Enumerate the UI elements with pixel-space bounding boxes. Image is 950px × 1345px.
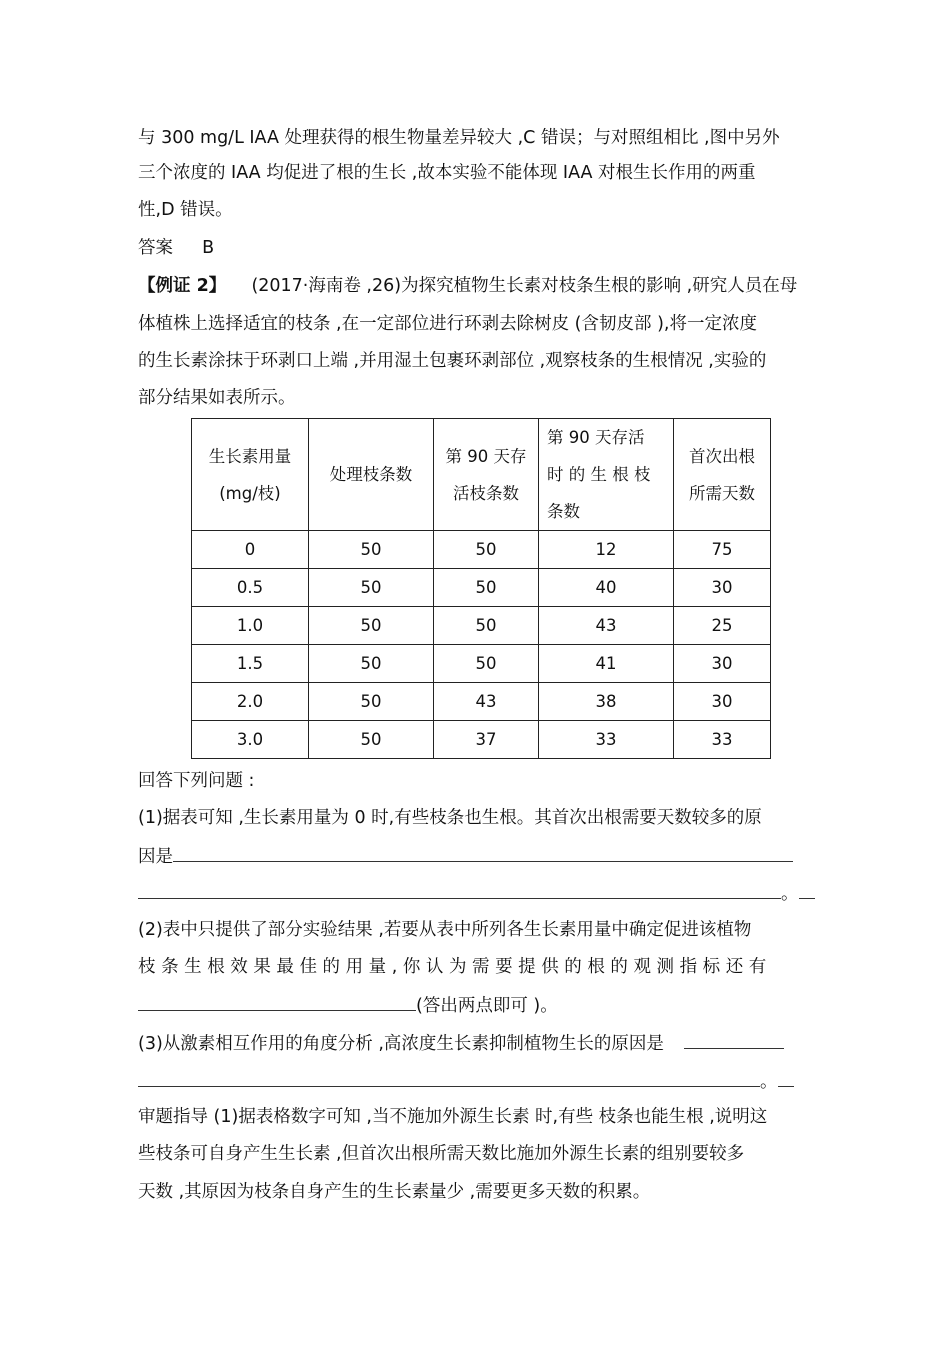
q2-suffix: (答出两点即可 )。 (416, 996, 558, 1016)
explanation-line-2: 三个浓度的 IAA 均促进了根的生长 ,故本实验不能体现 IAA 对根生长作用的两重 (138, 163, 756, 183)
q3-end: 。 (760, 1072, 778, 1092)
q3-answer-blank-2[interactable] (138, 1068, 760, 1087)
example-line-4: 部分结果如表所示。 (138, 388, 296, 408)
cell-dosage: 0 (192, 531, 309, 569)
q3-line-1 (138, 1030, 784, 1056)
q1-line-1: (1)据表可知 ,生长素用量为 0 时,有些枝条也生根。其首次出根需要天数较多的原 (138, 808, 762, 828)
cell-days: 30 (674, 645, 771, 683)
cell-treated: 50 (309, 683, 434, 721)
table-row (192, 607, 771, 645)
cell-survival: 50 (434, 569, 539, 607)
q1-end: 。 (781, 884, 799, 904)
example-tag: 【例证 2】 (138, 276, 227, 296)
questions-intro: 回答下列问题 : (138, 771, 255, 791)
table-row (192, 531, 771, 569)
cell-rooting: 43 (539, 607, 674, 645)
q1-answer-blank-1[interactable] (173, 843, 793, 862)
example-line-1 (138, 274, 797, 298)
answer-label: 答案 (138, 238, 173, 258)
cell-days: 30 (674, 683, 771, 721)
cell-rooting: 41 (539, 645, 674, 683)
cell-rooting: 12 (539, 531, 674, 569)
cell-survival: 50 (434, 531, 539, 569)
cell-treated: 50 (309, 607, 434, 645)
header-day90-survival: 第 90 天存 活枝条数 (434, 419, 539, 531)
q1-line-3 (138, 880, 815, 906)
guide-line-2: 些枝条可自身产生生长素 ,但首次出根所需天数比施加外源生长素的组别要较多 (138, 1144, 745, 1164)
q2-line-2: 枝 条 生 根 效 果 最 佳 的 用 量 , 你 认 为 需 要 提 供 的 根 的 观 测 指 标 还 有 (138, 957, 767, 977)
cell-survival: 43 (434, 683, 539, 721)
q2-line-1: (2)表中只提供了部分实验结果 ,若要从表中所列各生长素用量中确定促进该植物 (138, 920, 752, 940)
q2-answer-blank[interactable] (138, 992, 416, 1011)
example-line-3: 的生长素涂抹于环剥口上端 ,并用湿土包裹环剥部位 ,观察枝条的生根情况 ,实验的 (138, 351, 767, 371)
cell-rooting: 40 (539, 569, 674, 607)
answer-line (138, 236, 214, 260)
guide-line-1: 审题指导 (1)据表格数字可知 ,当不施加外源生长素 时,有些 枝条也能生根 ,说明这 (138, 1107, 768, 1127)
cell-rooting: 38 (539, 683, 674, 721)
table-row (192, 683, 771, 721)
header-treated-count: 处理枝条数 (309, 419, 434, 531)
q3-text: (3)从激素相互作用的角度分析 ,高浓度生长素抑制植物生长的原因是 (138, 1034, 664, 1054)
cell-dosage: 0.5 (192, 569, 309, 607)
q1-line-2 (138, 843, 793, 869)
table-header-row (192, 419, 771, 531)
table-row (192, 721, 771, 759)
cell-survival: 37 (434, 721, 539, 759)
answer-value: B (202, 238, 215, 258)
q1-answer-blank-2[interactable] (138, 880, 781, 899)
explanation-line-3: 性,D 错误。 (138, 200, 233, 220)
cell-treated: 50 (309, 569, 434, 607)
header-first-root-days: 首次出根 所需天数 (674, 419, 771, 531)
header-dosage: 生长素用量 (mg/枝) (192, 419, 309, 531)
table-row (192, 569, 771, 607)
guide-line-3: 天数 ,其原因为枝条自身产生的生长素量少 ,需要更多天数的积累。 (138, 1182, 651, 1202)
explanation-line-1: 与 300 mg/L IAA 处理获得的根生物量差异较大 ,C 错误；与对照组相比 ,图中另外 (138, 128, 780, 148)
cell-treated: 50 (309, 645, 434, 683)
example-text-1: (2017·海南卷 ,26)为探究植物生长素对枝条生根的影响 ,研究人员在母 (251, 276, 798, 296)
cell-dosage: 1.0 (192, 607, 309, 645)
cell-dosage: 2.0 (192, 683, 309, 721)
cell-days: 30 (674, 569, 771, 607)
cell-days: 33 (674, 721, 771, 759)
q2-line-3 (138, 992, 558, 1018)
header-day90-rooting: 第 90 天存活 时 的 生 根 枝 条数 (539, 419, 674, 531)
cell-dosage: 3.0 (192, 721, 309, 759)
cell-treated: 50 (309, 721, 434, 759)
cell-rooting: 33 (539, 721, 674, 759)
cell-survival: 50 (434, 645, 539, 683)
cell-dosage: 1.5 (192, 645, 309, 683)
cell-treated: 50 (309, 531, 434, 569)
cell-days: 75 (674, 531, 771, 569)
cell-days: 25 (674, 607, 771, 645)
cell-survival: 50 (434, 607, 539, 645)
q1-prefix: 因是 (138, 847, 173, 867)
results-table (191, 418, 771, 759)
example-line-2: 体植株上选择适宜的枝条 ,在一定部位进行环剥去除树皮 (含韧皮部 ),将一定浓度 (138, 314, 757, 334)
table-row (192, 645, 771, 683)
q3-line-2 (138, 1068, 794, 1094)
q3-answer-blank-1[interactable] (684, 1030, 784, 1049)
